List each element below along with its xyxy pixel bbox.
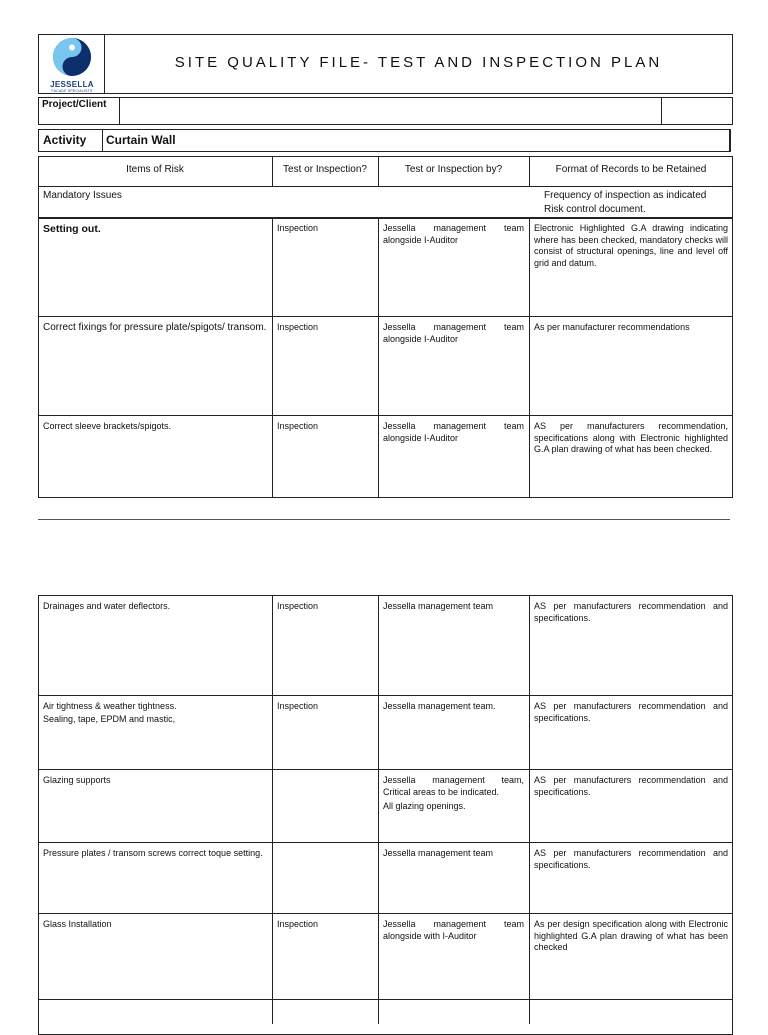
table-row-7-records: AS per manufacturers recommendation and specifications. (534, 848, 728, 870)
col-header-records: Format of Records to be Retained (555, 164, 707, 175)
p2-row-4-line (38, 913, 733, 914)
table-row-8-test: Inspection (277, 919, 319, 929)
table-row-1-by: Jessella management team alongside I-Auditor (383, 223, 524, 245)
table-row-6-by: Jessella management team, Critical areas to be indicated. (383, 775, 524, 797)
table-row-5-records: AS per manufacturers recommendation and specifications. (534, 701, 728, 723)
frequency-text-1: Frequency of inspection as indicated (544, 190, 707, 201)
frequency-text-2: Risk control document. (544, 204, 646, 215)
page-break-line (38, 519, 730, 520)
p2-row-5-line (38, 999, 733, 1000)
table-row-4-test: Inspection (277, 601, 319, 611)
table-row-2-test: Inspection (277, 322, 319, 332)
logo-tagline: FACADE SPECIALISTS (51, 89, 93, 93)
project-extra-field (662, 98, 732, 124)
table-row-2-records: As per manufacturer recommendations (534, 322, 690, 332)
project-value-field (120, 98, 660, 124)
table-row-4-by: Jessella management team (383, 601, 494, 611)
table-row-7-item: Pressure plates / transom screws correct toque setting. (43, 848, 263, 858)
col-header-items: Items of Risk (126, 164, 184, 175)
activity-value: Curtain Wall (106, 133, 176, 147)
logo-name: JESSELLA (50, 80, 94, 89)
table-row-5-item-detail: Sealing, tape, EPDM and mastic, (43, 714, 176, 724)
row-1-line (38, 316, 733, 317)
activity-label: Activity (43, 133, 87, 147)
table-row-4-records: AS per manufacturers recommendation and specifications. (534, 601, 728, 623)
logo-swirl-icon (42, 36, 102, 80)
col-header-test: Test or Inspection? (283, 164, 367, 175)
col-divider-1b (272, 218, 273, 498)
table-row-1-records: Electronic Highlighted G.A drawing indicating where has been checked, mandatory checks will consist of structural openings, line and level off grid and datum. (534, 223, 728, 269)
p2-row-2-line (38, 769, 733, 770)
table-row-3-item: Correct sleeve brackets/spigots. (43, 421, 172, 431)
table-row-7-by: Jessella management team (383, 848, 494, 858)
p2-col-divider-3 (529, 595, 530, 1024)
table-row-6-records: AS per manufacturers recommendation and specifications. (534, 775, 728, 797)
table-row-1-test: Inspection (277, 223, 319, 233)
table-row-3-test: Inspection (277, 421, 319, 431)
p2-col-divider-1 (272, 595, 273, 1024)
table-row-6-test (272, 772, 378, 778)
table-row-3-records: AS per manufacturers recommendation, specifications along with Electronic highlighted G.A plan drawing of what has been checked. (534, 421, 728, 455)
table-row-5-test: Inspection (277, 701, 319, 711)
row-2-line (38, 415, 733, 416)
table-row-5-by: Jessella management team. (383, 701, 496, 711)
table-row-8-by: Jessella management team alongside with I-Auditor (383, 919, 524, 941)
table-row-5-item: Air tightness & weather tightness. (43, 701, 177, 711)
col-header-by: Test or Inspection by? (404, 164, 503, 175)
col-divider-2b (378, 218, 379, 498)
table-row-8-records: As per design specification along with Electronic highlighted G.A plan drawing of what has been checked (534, 919, 728, 953)
table-row-2-item: Correct fixings for pressure plate/spigots/ transom. (43, 322, 267, 333)
table-row-8-item: Glass Installation (43, 919, 112, 929)
page-title: SITE QUALITY FILE- TEST AND INSPECTION PLAN (174, 54, 663, 71)
p2-row-1-line (38, 695, 733, 696)
mandatory-row-line (38, 217, 733, 219)
table-row-7-test (272, 845, 378, 851)
table-row-6-by-detail: All glazing openings. (383, 801, 466, 811)
table-row-3-by: Jessella management team alongside I-Auditor (383, 421, 524, 443)
mandatory-issues-label: Mandatory Issues (43, 190, 122, 201)
project-label: Project/Client (42, 99, 107, 110)
table-row-2-by: Jessella management team alongside I-Auditor (383, 322, 524, 344)
p2-row-3-line (38, 842, 733, 843)
table-row-1-item: Setting out. (43, 223, 101, 235)
company-logo (42, 36, 102, 92)
table-row-6-item: Glazing supports (43, 775, 111, 785)
table-row-4-item: Drainages and water deflectors. (43, 601, 171, 611)
